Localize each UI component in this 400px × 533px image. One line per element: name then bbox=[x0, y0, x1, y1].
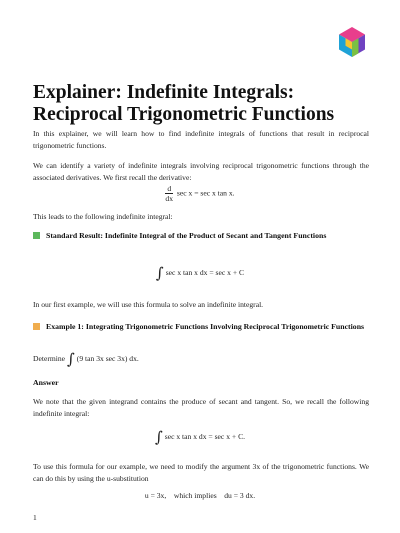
example1-label: Example 1: Integrating Trigonometric Functions Involving Reciprocal Trigonometric Functions bbox=[46, 322, 365, 331]
green-square-icon bbox=[33, 232, 40, 239]
recall-formula bbox=[0, 428, 400, 446]
example1-heading bbox=[33, 321, 373, 332]
modify-paragraph: To use this formula for our example, we need to modify the argument 3x of the trigonometric functions. We can do this by using the u-substitution bbox=[33, 462, 369, 483]
integral-sign: ∫ bbox=[66, 350, 75, 368]
standard-formula-text: sec x tan x dx = sec x + C bbox=[165, 268, 245, 277]
standard-result-label: Standard Result: Indefinite Integral of the Product of Secant and Tangent Functions bbox=[46, 231, 327, 240]
answer-label: Answer bbox=[33, 378, 59, 387]
integral-sign: ∫ bbox=[155, 264, 164, 282]
derivative-numerator: d bbox=[167, 184, 172, 193]
page-number: 1 bbox=[33, 513, 37, 522]
determine-expression: (9 tan 3x sec 3x) dx. bbox=[76, 354, 139, 363]
integral-sign: ∫ bbox=[154, 428, 163, 446]
nagwa-logo-icon bbox=[336, 26, 368, 58]
derivative-fraction bbox=[165, 184, 173, 203]
standard-result-formula bbox=[0, 264, 400, 282]
page-title: Explainer: Indefinite Integrals: Reciprocal Trigonometric Functions bbox=[33, 82, 335, 125]
recall-formula-text: sec x tan x dx = sec x + C. bbox=[164, 432, 246, 441]
answer-paragraph: We note that the given integrand contains the produce of secant and tangent. So, we recall the following indefinite integral: bbox=[33, 397, 369, 418]
determine-prefix: Determine bbox=[33, 354, 66, 363]
first-example-paragraph: In our first example, we will use this formula to solve an indefinite integral. bbox=[33, 300, 264, 309]
standard-result-heading bbox=[33, 230, 373, 241]
orange-square-icon bbox=[33, 323, 40, 330]
leads-paragraph: This leads to the following indefinite integral: bbox=[33, 212, 173, 221]
derivative-equation bbox=[0, 184, 400, 203]
determine-line bbox=[33, 350, 369, 368]
derivative-denominator: dx bbox=[165, 194, 174, 203]
derivative-rhs: sec x = sec x tan x. bbox=[176, 188, 235, 198]
substitution-equation: u = 3x, which implies du = 3 dx. bbox=[144, 491, 256, 500]
intro-paragraph: In this explainer, we will learn how to find indefinite integrals of functions that result in reciprocal trigonometric functions. bbox=[33, 129, 369, 150]
derivative-intro-paragraph: We can identify a variety of indefinite integrals involving reciprocal trigonometric functions through the associated derivatives. We first recall the derivative: bbox=[33, 161, 369, 182]
